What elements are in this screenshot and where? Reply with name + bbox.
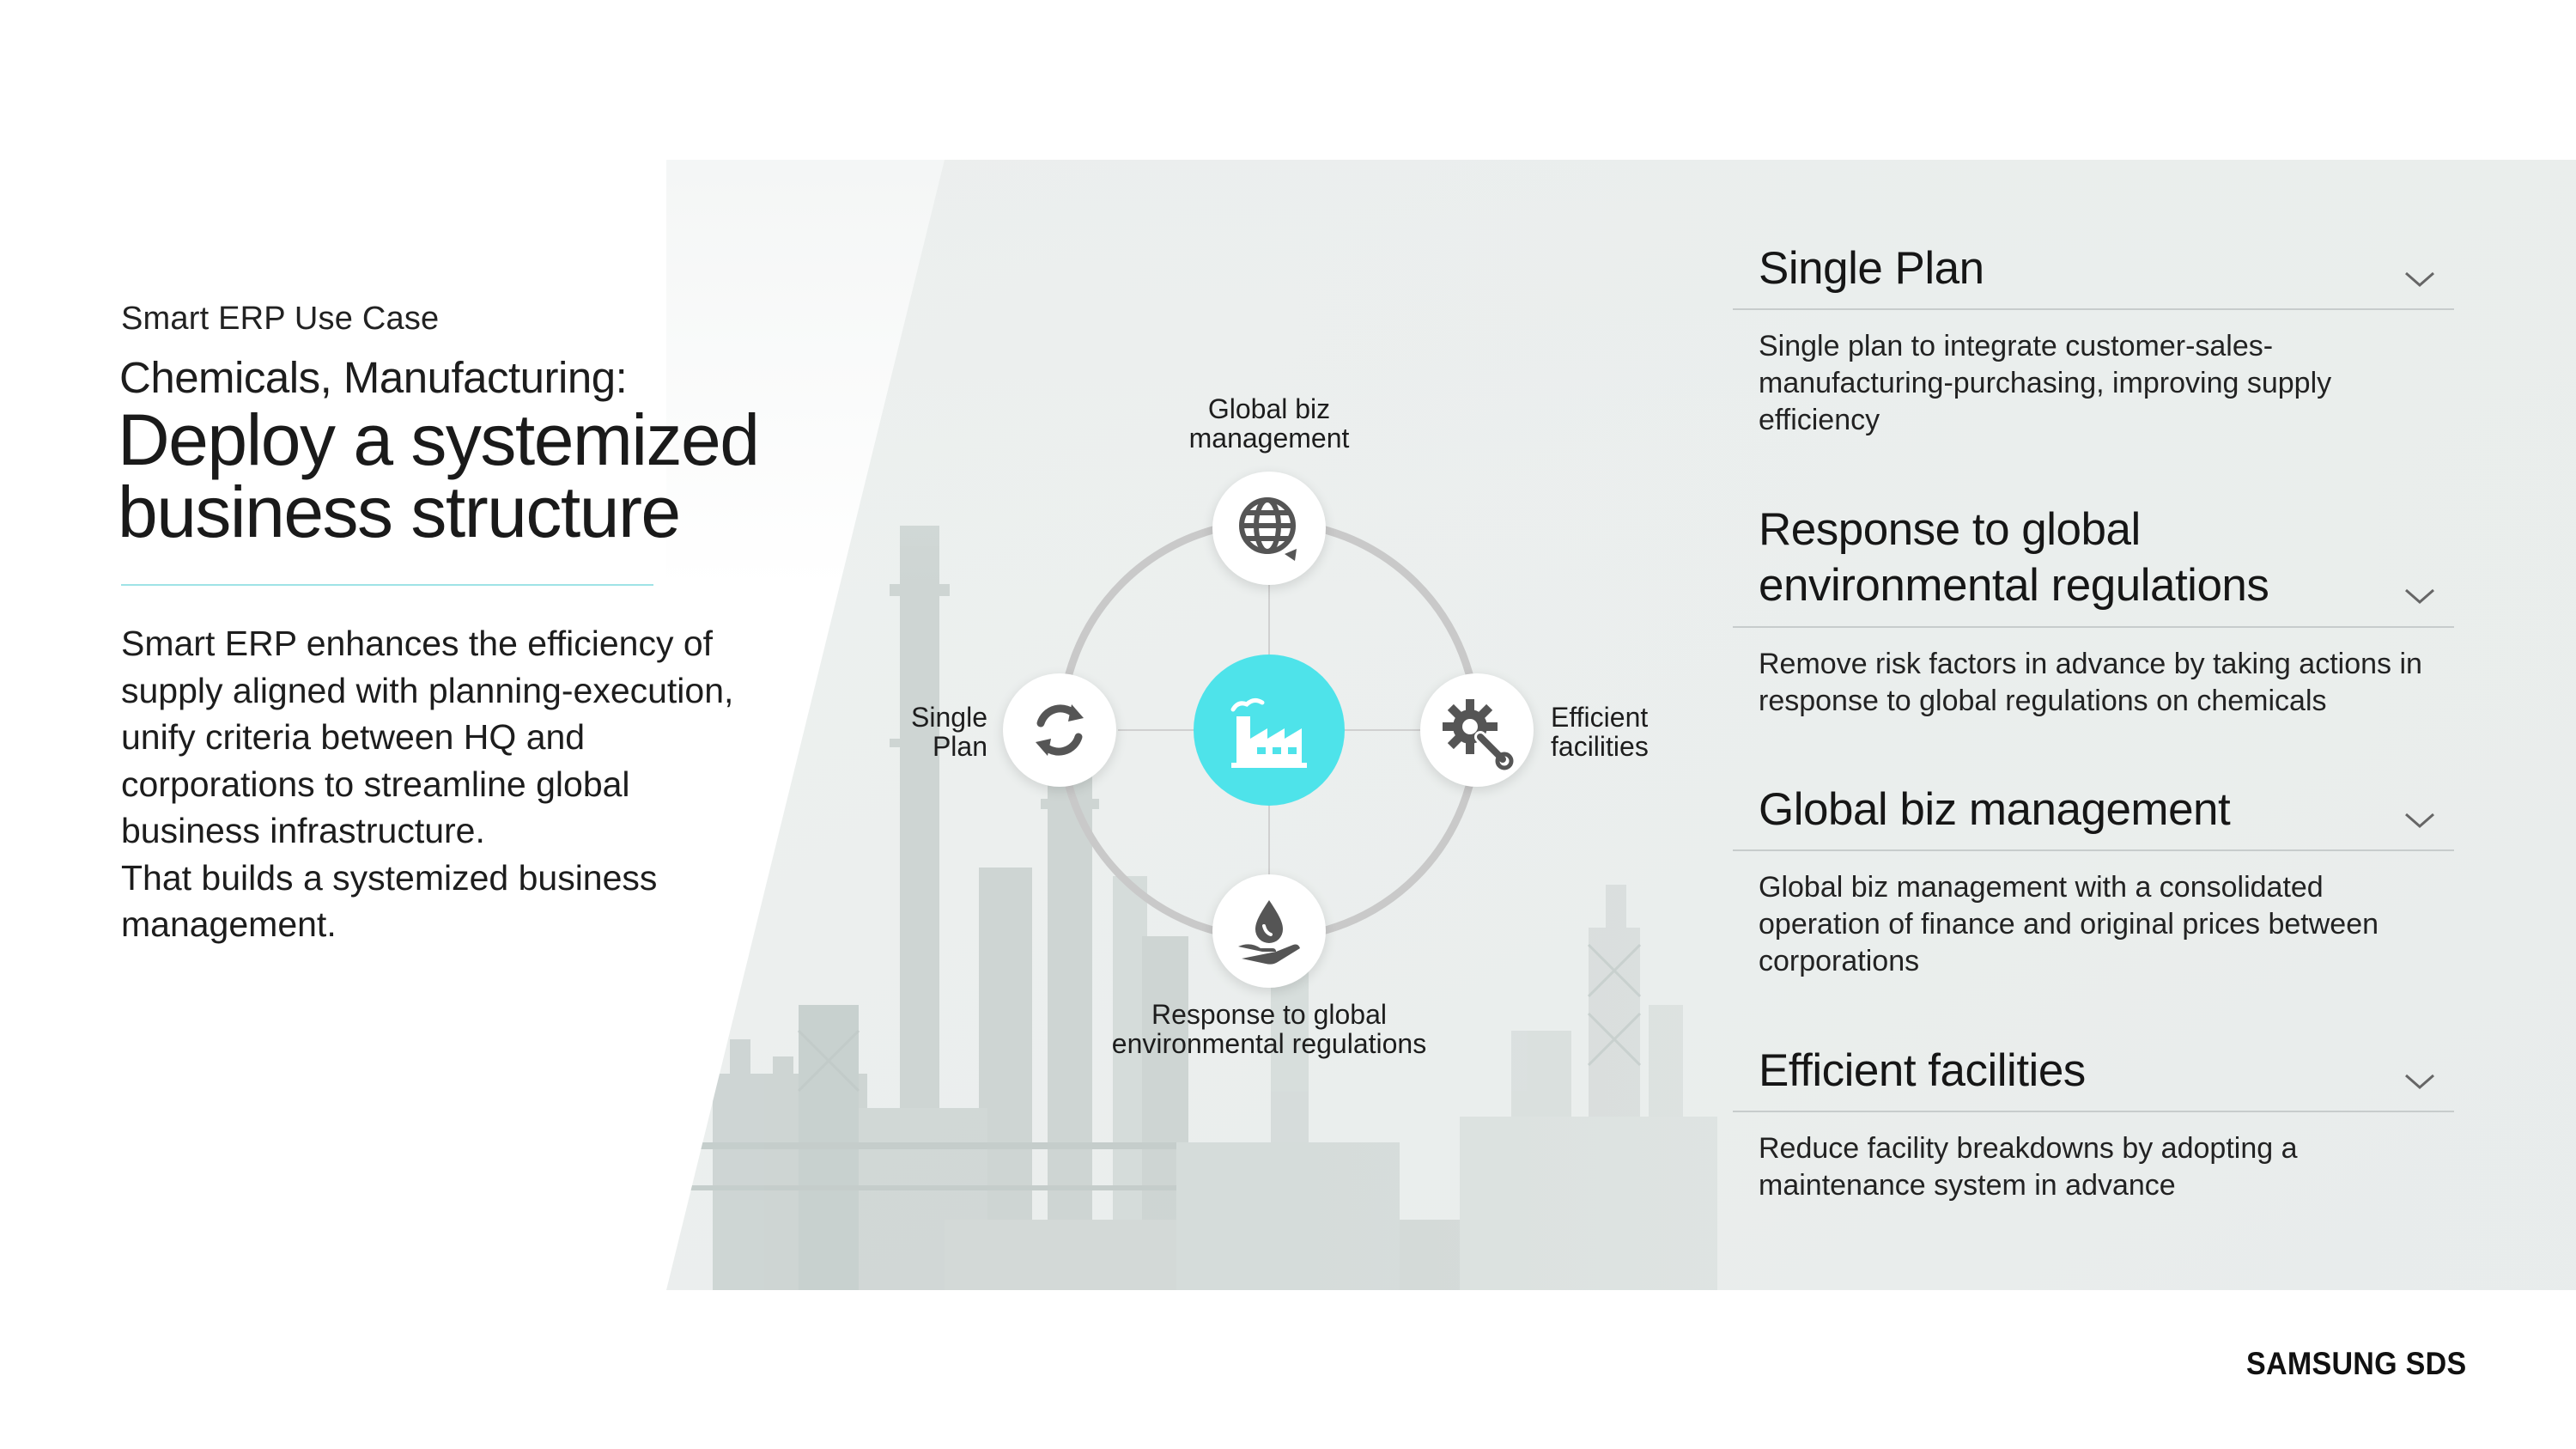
accordion-body: Single plan to integrate customer-sales-manufacturing-purchasing, improving supply efficiency [1759, 330, 2332, 436]
accordion-item-efficient-facilities[interactable] [1733, 1043, 2454, 1215]
accordion-item-single-plan[interactable] [1733, 240, 2454, 447]
accordion-body: Global biz management with a consolidated operation of finance and original prices between corporations [1759, 871, 2379, 977]
accordion-divider [1733, 1111, 2454, 1112]
node-label-line: Response to global [1151, 999, 1387, 1030]
accordion-title[interactable]: Single Plan [1759, 243, 1984, 294]
accordion-divider [1733, 626, 2454, 628]
accordion-body: Remove risk factors in advance by taking actions in response to global regulations on chemicals [1759, 648, 2422, 717]
accordion-divider [1733, 849, 2454, 851]
node-label-line: environmental regulations [1111, 1028, 1427, 1059]
node-label-global-biz [1116, 394, 1422, 453]
node-label-line: management [1188, 423, 1350, 454]
accordion-title-line: Response to global [1759, 504, 2141, 555]
factory-icon [1194, 654, 1345, 806]
node-label-single-plan [859, 703, 987, 761]
chevron-down-icon[interactable] [2403, 807, 2437, 833]
chevron-down-icon[interactable] [2403, 266, 2437, 292]
accordion-title[interactable] [1759, 502, 2269, 613]
node-efficient-facilities[interactable] [1420, 673, 1534, 787]
hub-node [1194, 654, 1345, 806]
node-single-plan[interactable] [1003, 673, 1116, 787]
chevron-down-icon[interactable] [2403, 583, 2437, 609]
node-global-biz[interactable] [1212, 472, 1326, 585]
accordion-title-line: environmental regulations [1759, 560, 2269, 611]
globe-icon [1212, 472, 1326, 585]
page-subtitle: Chemicals, Manufacturing: [119, 353, 628, 402]
accordion-item-environmental-regulations[interactable] [1733, 502, 2454, 734]
accordion-divider [1733, 308, 2454, 310]
node-label-environmental-regulations [1056, 1000, 1482, 1058]
accordion-item-global-biz[interactable] [1733, 782, 2454, 988]
intro-paragraph: Smart ERP enhances the efficiency of supply aligned with planning-execution, unify criteria between HQ and corporations to streamline global business infrastructure. [121, 624, 734, 850]
accordion-title[interactable]: Global biz management [1759, 784, 2231, 835]
page-title-line: business structure [118, 472, 680, 552]
node-label-efficient-facilities [1551, 703, 1722, 761]
page-title-line: Deploy a systemized [118, 399, 759, 480]
node-label-line: Global biz [1207, 393, 1331, 424]
gear-wrench-icon [1420, 673, 1534, 787]
node-environmental-regulations[interactable] [1212, 874, 1326, 988]
node-label-line: facilities [1551, 731, 1649, 762]
water-drop-hand-icon [1212, 874, 1326, 988]
node-label-line: Efficient [1551, 702, 1649, 733]
node-label-line: Plan [932, 731, 987, 762]
accordion-title[interactable]: Efficient facilities [1759, 1045, 2086, 1096]
eyebrow-label: Smart ERP Use Case [121, 301, 440, 337]
intro-paragraph: That builds a systemized business management. [121, 857, 658, 944]
node-label-line: Single [911, 702, 987, 733]
accordion-body: Reduce facility breakdowns by adopting a maintenance system in advance [1759, 1132, 2298, 1202]
refresh-icon [1003, 673, 1116, 787]
chevron-down-icon[interactable] [2403, 1068, 2437, 1094]
brand-logo: SAMSUNG SDS [2246, 1346, 2467, 1381]
